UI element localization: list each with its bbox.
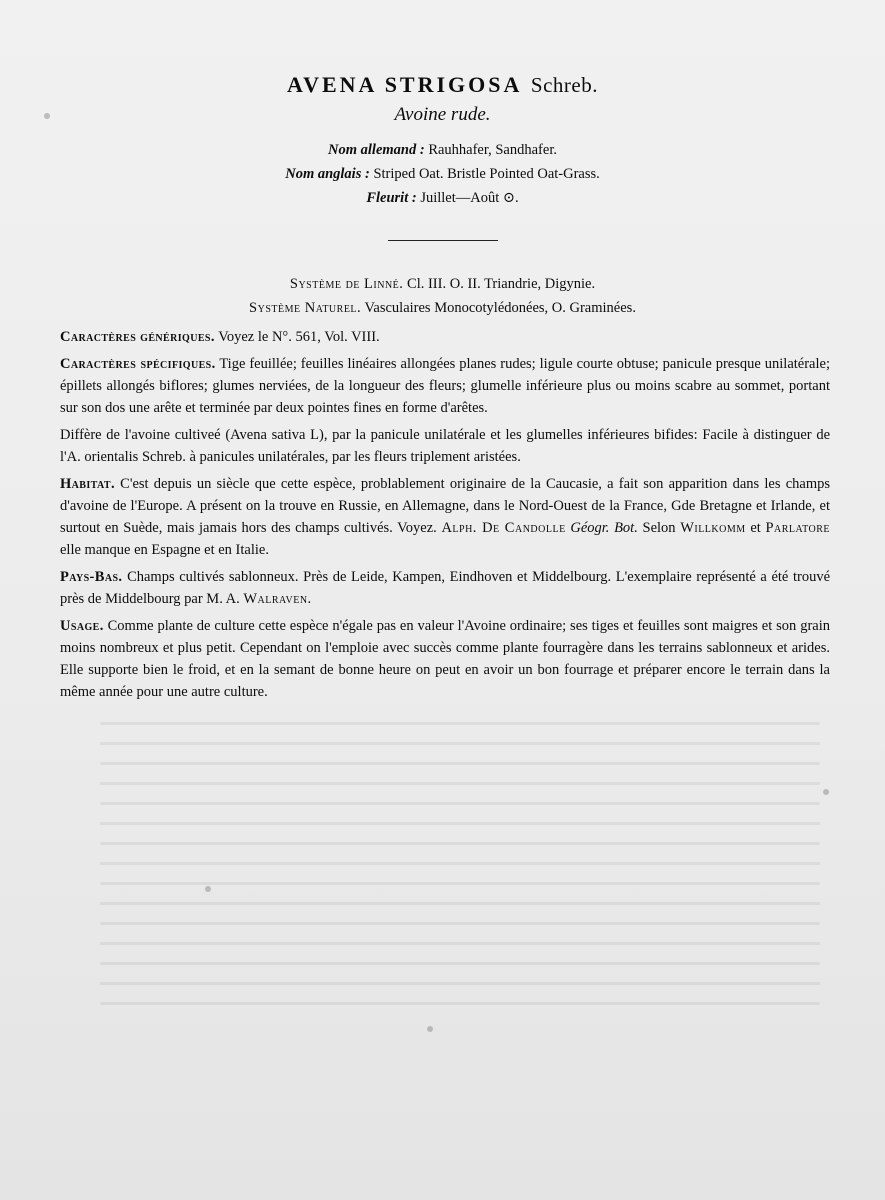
differs-text: Diffère de l'avoine cultiveé (Avena sativa L), par la panicule unilatérale et les glumelles inférieures bifides: Facile à distinguer de l'A. orientalis Schreb. à panicules unilatérales, par les fleurs triplement aristées. xyxy=(60,427,830,465)
natural-system-text: Vasculaires Monocotylédonées, O. Graminées. xyxy=(364,300,636,316)
netherlands-collector-name: Walraven. xyxy=(243,591,312,607)
natural-system-line xyxy=(0,296,885,320)
bleed-line xyxy=(100,922,820,925)
bleed-line xyxy=(100,962,820,965)
usage-text: Comme plante de culture cette espèce n'égale pas en valeur l'Avoine ordinaire; ses tiges et feuilles sont maigres et son grain moins nombreux et plus petit. Cependant on l'emploie avec succès comme plante fourragère dans les terrains sablonneux et arides. Elle supporte bien le froid, et en la semant de bonne heure on peut en avoir un bon fourrage et préparer encore le terrain dans la même année pour une autre culture. xyxy=(60,618,830,700)
paper-speck xyxy=(44,113,50,119)
bleed-line xyxy=(100,842,820,845)
bleed-line xyxy=(100,1002,820,1005)
generic-characters-paragraph xyxy=(60,326,830,348)
species-author: Schreb. xyxy=(530,73,598,97)
german-name-label: Nom allemand : xyxy=(328,142,425,158)
differs-paragraph xyxy=(60,424,830,468)
specific-characters-text: Tige feuillée; feuilles linéaires allongées planes rudes; ligule courte obtuse; panicule presque unilatérale; épillets allongés biflores; glumes nerviées, de la longueur des fleurs; glumelle inférieure plus ou moins scabre au sommet, portant sur son dos une arête et terminée par deux pointes fines en forme d'arêtes. xyxy=(60,356,830,416)
bleed-line xyxy=(100,862,820,865)
paper-speck xyxy=(427,1026,433,1032)
generic-characters-label: Caractères génériques. xyxy=(60,329,215,345)
bleed-line xyxy=(100,822,820,825)
bleed-line xyxy=(100,782,820,785)
linne-system-label: Système de Linné. xyxy=(289,276,404,292)
habitat-ref-name3: Parlatore xyxy=(765,520,831,536)
habitat-ref-text2: et xyxy=(750,520,761,536)
natural-system-label: Système Naturel. xyxy=(249,300,362,316)
linne-system-text: Cl. III. O. II. Triandrie, Digynie. xyxy=(407,276,596,292)
specific-characters-paragraph xyxy=(60,353,830,419)
netherlands-label: Pays-Bas. xyxy=(60,569,123,585)
species-title xyxy=(0,70,885,100)
netherlands-paragraph xyxy=(60,566,830,610)
linne-system-line xyxy=(0,272,885,296)
english-name-value: Striped Oat. Bristle Pointed Oat-Grass. xyxy=(373,166,600,182)
habitat-paragraph xyxy=(60,473,830,561)
classification-block xyxy=(0,272,885,320)
usage-label: Usage. xyxy=(60,618,104,634)
bleed-line xyxy=(100,942,820,945)
common-name: Avoine rude. xyxy=(394,104,491,125)
bleed-line xyxy=(100,722,820,725)
description-body xyxy=(60,326,830,708)
english-name-line xyxy=(0,162,885,186)
flowering-value: Juillet—Août ⊙. xyxy=(420,190,519,206)
english-name-label: Nom anglais : xyxy=(285,166,370,182)
species-name: AVENA STRIGOSA xyxy=(287,72,523,97)
german-name-line xyxy=(0,138,885,162)
header xyxy=(0,70,885,241)
german-name-value: Rauhhafer, Sandhafer. xyxy=(428,142,557,158)
bleed-line xyxy=(100,882,820,885)
habitat-text: C'est depuis un siècle que cette espèce, problablement originaire de la Caucasie, a fait son apparition dans les champs d'avoine de l'Europe. A présent on la trouve en Russie, en Allemagne, dans le Nord-Ouest de la France, Gde Bretagne et Irlande, et surtout en Suède, mais jamais hors des champs cultivés. Voyez. xyxy=(60,476,830,536)
habitat-ref-text3: elle manque en Espagne et en Italie. xyxy=(60,542,269,558)
bleed-line xyxy=(100,762,820,765)
flowering-line xyxy=(0,186,885,210)
bleed-through-texture xyxy=(100,705,820,1065)
bleed-line xyxy=(100,802,820,805)
flowering-label: Fleurit : xyxy=(366,190,417,206)
header-divider xyxy=(388,240,498,241)
usage-paragraph xyxy=(60,615,830,703)
paper-speck xyxy=(205,886,211,892)
habitat-label: Habitat. xyxy=(60,476,115,492)
habitat-ref-author: Alph. De Candolle xyxy=(441,520,566,536)
specific-characters-label: Caractères spécifiques. xyxy=(60,356,216,372)
habitat-ref-work: Géogr. Bot. xyxy=(570,520,638,536)
bleed-line xyxy=(100,982,820,985)
habitat-ref-text1: Selon xyxy=(642,520,676,536)
bleed-line xyxy=(100,902,820,905)
generic-characters-text: Voyez le N°. 561, Vol. VIII. xyxy=(218,329,380,345)
bleed-line xyxy=(100,742,820,745)
netherlands-text: Champs cultivés sablonneux. Près de Leide, Kampen, Eindhoven et Middelbourg. L'exemplaire représenté a été trouvé près de Middelbourg par M. A. xyxy=(60,569,831,607)
paper-speck xyxy=(823,789,829,795)
habitat-ref-name2: Willkomm xyxy=(680,520,746,536)
